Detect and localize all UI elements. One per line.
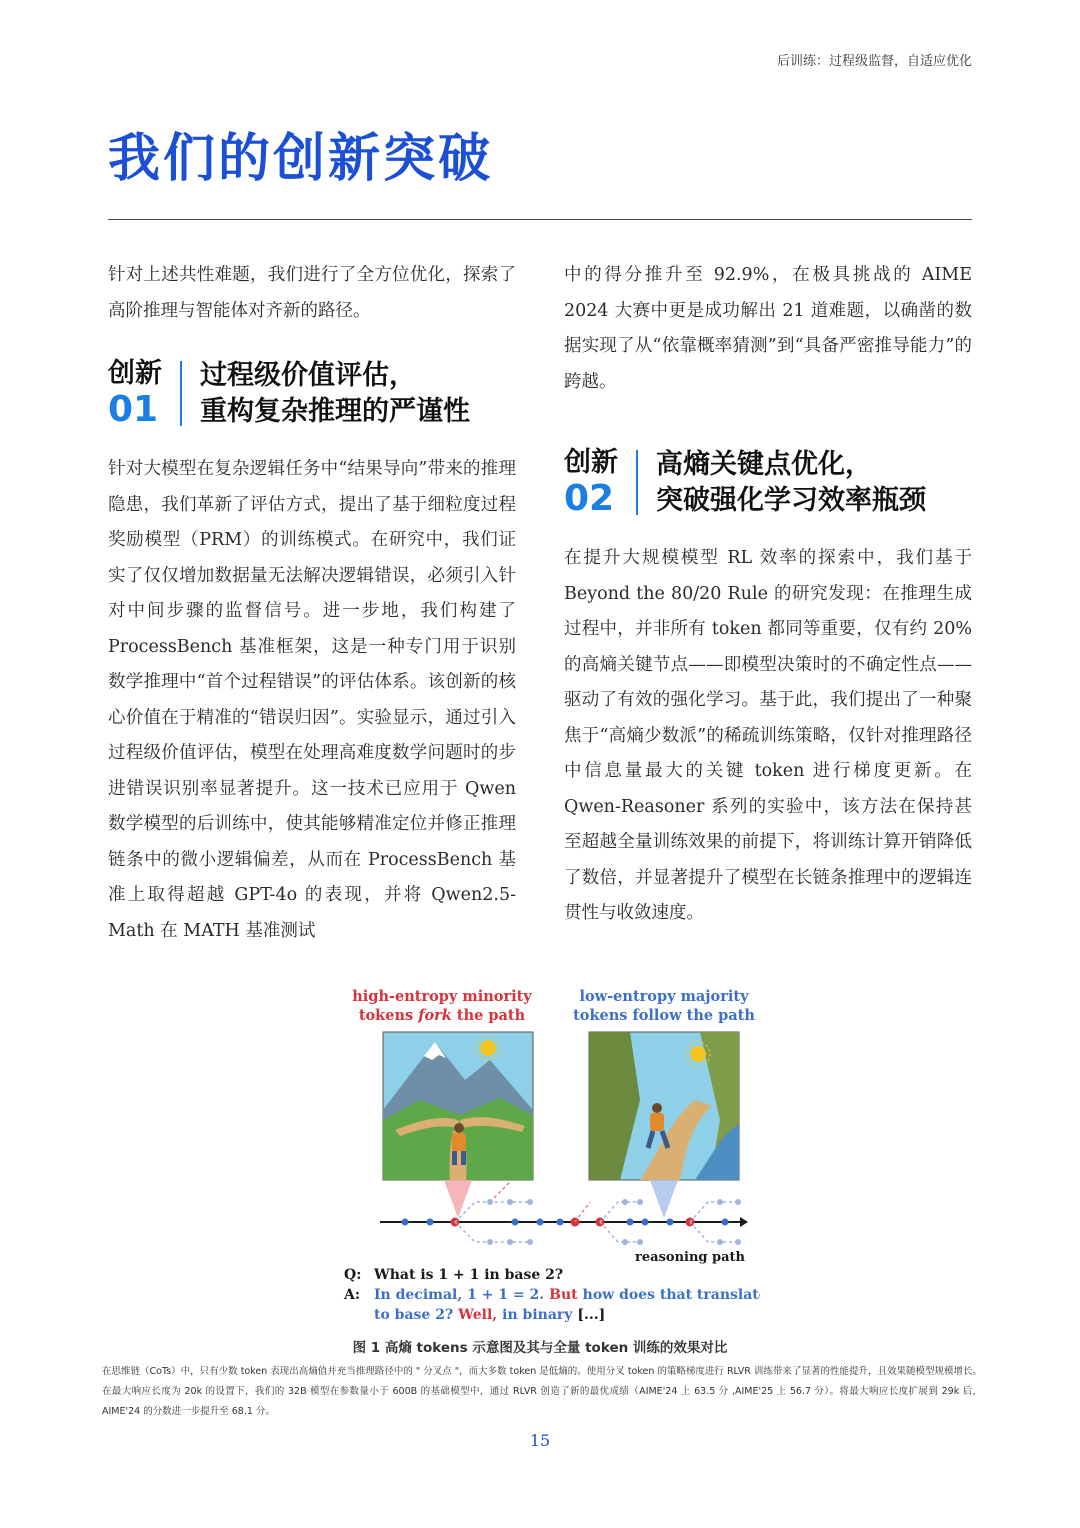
- answer-seg6: in binary: [502, 1307, 573, 1323]
- section-1-title-line2: 重构复杂推理的严谨性: [200, 396, 470, 427]
- section-2-title-line2: 突破强化学习效率瓶颈: [656, 485, 926, 516]
- answer-prefix: A:: [344, 1287, 361, 1303]
- section-1-tag-label: 创新: [108, 358, 162, 389]
- page-number: 15: [529, 1431, 551, 1450]
- figure-note: 在思维链（CoTs）中，只有少数 token 表现出高熵值并充当推理路径中的 " 分叉点 "，而大多数 token 是低熵的。使用分叉 token 的策略梯度进行 RLVR 训练带来了显著的性能提升，且效果随模型规模增长。在最大响应长度为 20k 的设置下，我们的 32B 模型在参数量小于 600B 的基础模型中，通过 RLVR 创造了新的最优成绩（AIME'24 上 63.5 分 ,AIME'25 上 56.7 分）。将最大响应长度扩展到 29k 后，AIME'24 的分数进一步提升至 68.1 分。: [102, 1366, 982, 1417]
- section-1-divider: [180, 361, 182, 426]
- answer-seg4: to base 2?: [374, 1307, 454, 1323]
- title-divider: [108, 219, 972, 220]
- section-2-heading: [564, 446, 972, 519]
- answer-seg2: But: [549, 1287, 578, 1303]
- answer-line1: [374, 1287, 760, 1303]
- question-text: What is 1 + 1 in base 2?: [374, 1267, 564, 1283]
- left-label-part-b: fork: [418, 1007, 452, 1024]
- follow-path-illustration: [589, 1032, 739, 1218]
- section-2-title-line1: 高熵关键点优化，: [656, 449, 872, 480]
- answer-seg7: [...]: [577, 1307, 606, 1323]
- section-1-body-continued: 中的得分推升至 92.9%，在极具挑战的 AIME 2024 大赛中更是成功解出 21 道难题，以确凿的数据实现了从“依靠概率猜测”到“具备严密推导能力”的跨越。: [564, 265, 972, 392]
- section-1-tag-number: 01: [108, 389, 159, 430]
- timeline-axis-label: reasoning path: [635, 1250, 745, 1265]
- section-1-tag: [108, 357, 180, 430]
- intro-paragraph: 针对上述共性难题，我们进行了全方位优化，探索了高阶推理与智能体对齐新的路径。: [108, 265, 516, 321]
- entropy-figure-svg: [340, 980, 760, 1325]
- left-column: [108, 258, 516, 949]
- section-1-heading: [108, 357, 516, 430]
- answer-seg5: Well,: [458, 1307, 498, 1323]
- question-prefix: Q:: [344, 1267, 362, 1283]
- answer-line2: [374, 1307, 605, 1323]
- entropy-figure: [340, 980, 760, 1325]
- section-2-tag-number: 02: [564, 478, 615, 519]
- section-2-title: [656, 446, 926, 519]
- answer-seg3: how does that translate: [582, 1287, 760, 1303]
- right-label-line1: low-entropy majority: [579, 988, 749, 1005]
- running-header: 后训练：过程级监督，自适应优化: [776, 54, 972, 69]
- left-label-line2: [359, 1007, 526, 1024]
- page-title: 我们的创新突破: [108, 129, 494, 189]
- right-column: [564, 258, 972, 932]
- right-label-line2: tokens follow the path: [573, 1007, 755, 1024]
- left-label-part-a: tokens: [358, 1007, 419, 1024]
- section-1-title: [200, 357, 470, 430]
- section-2-tag-label: 创新: [564, 447, 618, 478]
- answer-seg1: In decimal, 1 + 1 = 2.: [374, 1287, 545, 1303]
- section-1-title-line1: 过程级价值评估，: [200, 360, 416, 391]
- fork-path-illustration: [383, 1032, 533, 1218]
- section-2-divider: [636, 450, 638, 515]
- section-2-body: 在提升大规模模型 RL 效率的探索中，我们基于 Beyond the 80/20 Rule 的研究发现：在推理生成过程中，并非所有 token 都同等重要，仅有约 20% 的高熵关键节点——即模型决策时的不确定性点——驱动了有效的强化学习。基于此，我们提出了一种聚焦于“高熵少数派”的稀疏训练策略，仅针对推理路径中信息量最大的关键 token 进行梯度更新。在 Qwen-Reasoner 系列的实验中，该方法在保持甚至超越全量训练效果的前提下，将训练计算开销降低了数倍，并显著提升了模型在长链条推理中的逻辑连贯性与收敛速度。: [564, 548, 972, 923]
- left-label-line1: high-entropy minority: [352, 988, 532, 1005]
- section-2-tag: [564, 446, 636, 519]
- token-timeline: [380, 1182, 748, 1265]
- section-1-body: 针对大模型在复杂逻辑任务中“结果导向”带来的推理隐患，我们革新了评估方式，提出了基于细粒度过程奖励模型（PRM）的训练模式。在研究中，我们证实了仅仅增加数据量无法解决逻辑错误，必须引入针对中间步骤的监督信号。进一步地，我们构建了 ProcessBench 基准框架，这是一种专门用于识别数学推理中“首个过程错误”的评估体系。该创新的核心价值在于精准的“错误归因”。实验显示，通过引入过程级价值评估，模型在处理高难度数学问题时的步进错误识别率显著提升。这一技术已应用于 Qwen 数学模型的后训练中，使其能够精准定位并修正推理链条中的微小逻辑偏差，从而在 ProcessBench 基准上取得超越 GPT-4o 的表现，并将 Qwen2.5-Math 在 MATH 基准测试: [108, 459, 516, 941]
- left-label-part-c: the path: [451, 1007, 526, 1024]
- figure-caption: 图 1 高熵 tokens 示意图及其与全量 token 训练的效果对比: [352, 1340, 728, 1356]
